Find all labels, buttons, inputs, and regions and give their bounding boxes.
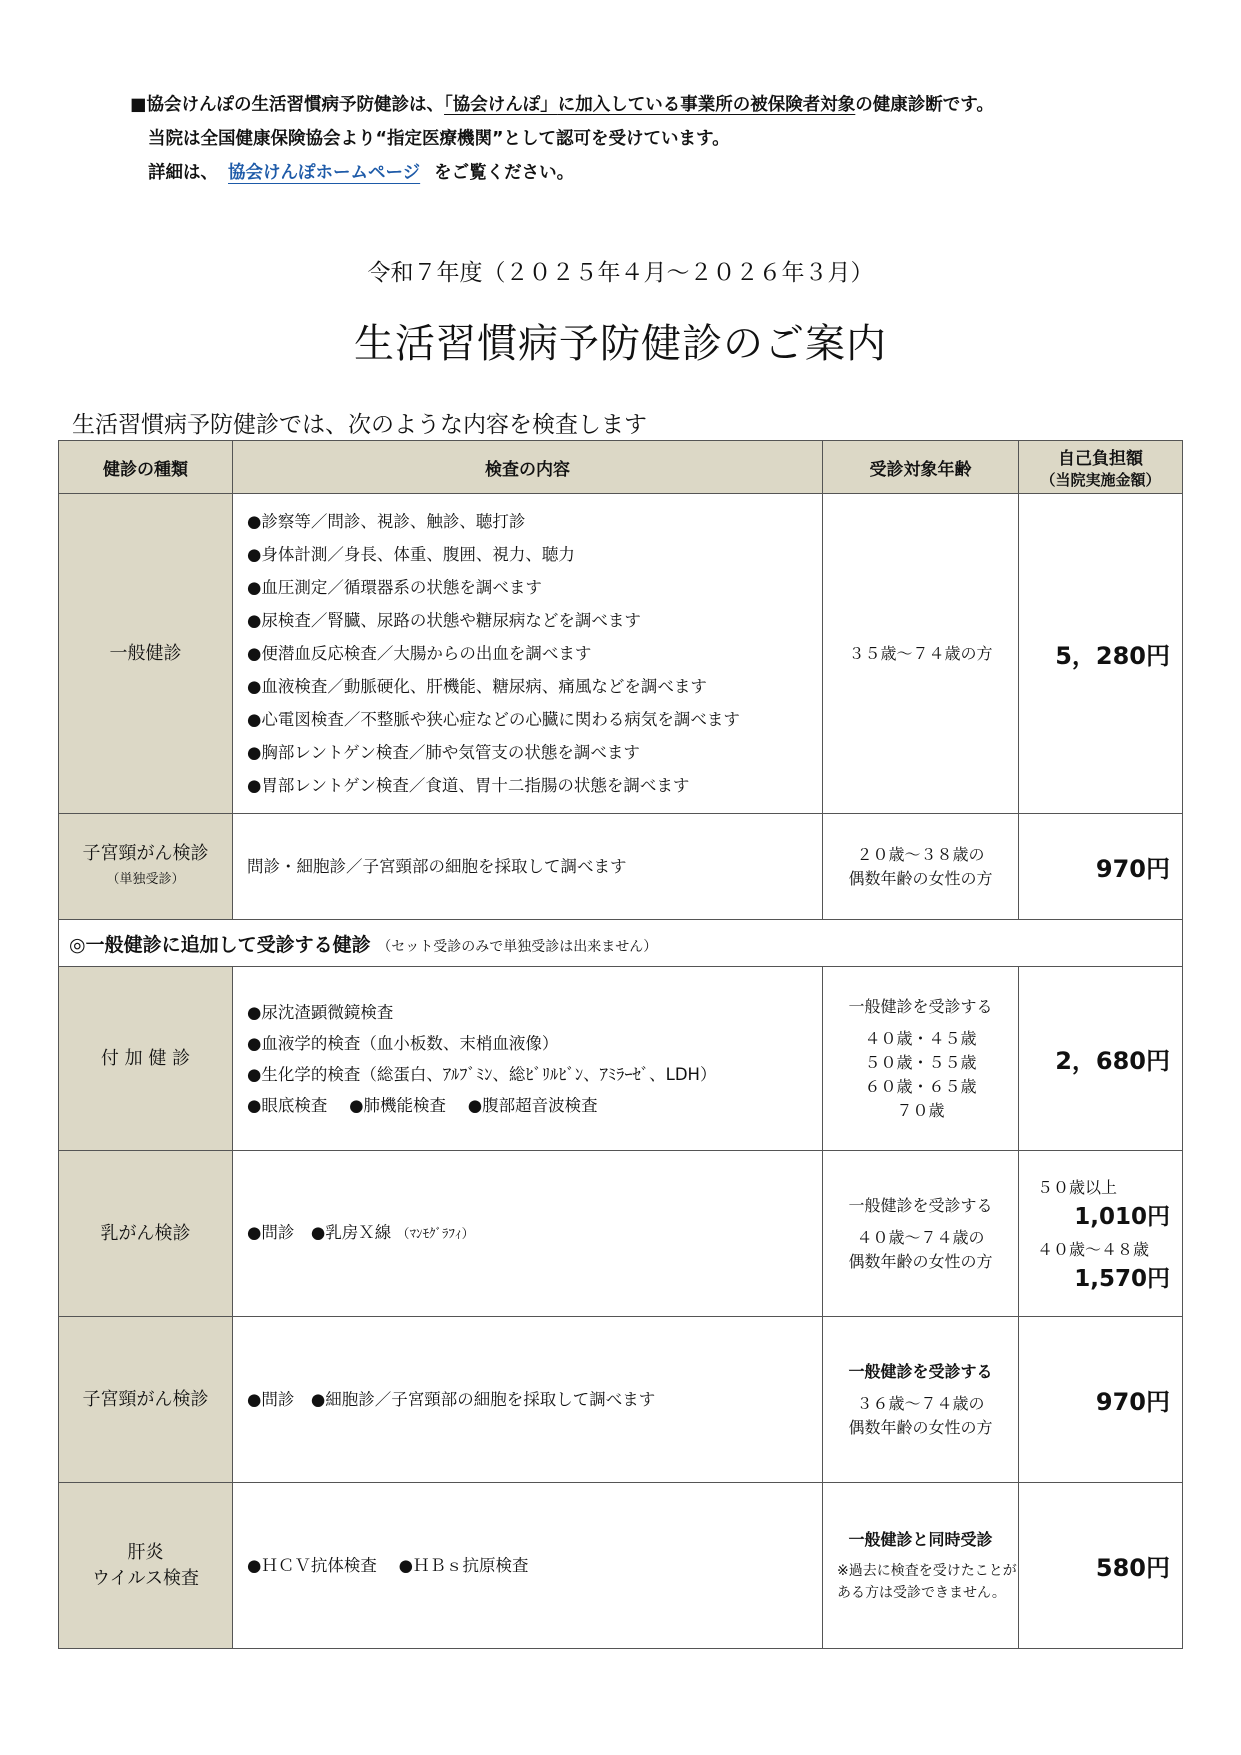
general-kind: 一般健診 [59,494,233,814]
header-price [1019,441,1183,494]
additional-age-head: 一般健診を受診する [848,996,993,1016]
additional-price: 2，680円 [1019,967,1183,1151]
list-item: ●血圧測定／循環器系の状態を調べます [247,578,542,597]
table-row-hepatitis [59,1483,1183,1649]
additional-age [823,967,1019,1151]
table-row-additional [59,967,1183,1151]
intro-line-3 [130,156,994,190]
table-row-breast [59,1151,1183,1317]
list-item: ●便潜血反応検査／大腸からの出血を調べます [247,644,592,663]
hepatitis-kind [59,1483,233,1649]
hepatitis-age [823,1483,1019,1649]
cervical-single-kind-sub: （単独受診） [106,871,185,887]
cervical-set-age-2: 偶数年齢の女性の方 [848,1417,993,1437]
intro-text [130,88,994,190]
general-price: 5，280円 [1019,494,1183,814]
list-item: ●心電図検査／不整脈や狭心症などの心臓に関わる病気を調べます [247,710,740,729]
additional-age-item: ５０歳・５５歳 [864,1052,977,1072]
breast-price [1019,1151,1183,1317]
intro-line-1-c: に加入している事業所の被保険者対象 [557,95,856,115]
breast-age-2: 偶数年齢の女性の方 [848,1251,993,1271]
cervical-single-content: 問診・細胞診／子宮頸部の細胞を採取して調べます [233,814,823,920]
section-header [59,920,1183,967]
cervical-single-kind-label: 子宮頸がん検診 [82,842,209,864]
breast-price-1: 1,010円 [1074,1203,1170,1230]
intro-line-1 [130,88,994,122]
breast-age-1: ４０歳～７４歳の [856,1227,985,1247]
cervical-single-age-2: 偶数年齢の女性の方 [848,868,993,888]
cervical-single-age-1: ２０歳～３８歳の [856,844,985,864]
breast-age [823,1151,1019,1317]
section-note: （セット受診のみで単独受診は出来ません） [377,938,658,955]
breast-price-cap-1: ５０歳以上 [1037,1177,1118,1197]
fiscal-year: 令和７年度（２０２５年４月～２０２６年３月） [367,260,874,286]
kyokai-kenpo-homepage-link[interactable]: 協会けんぽホームページ [228,163,421,183]
lead-text: 生活習慣病予防健診では、次のような内容を検査します [72,412,647,438]
list-item: ●胸部レントゲン検査／肺や気管支の状態を調べます [247,743,640,762]
table-row-general [59,494,1183,814]
list-item: ●尿沈渣顕微鏡検査 [247,1002,394,1022]
intro-line-3-a: 詳細は、 [148,163,218,183]
breast-content-sub: （ﾏﾝﾓｸﾞﾗﾌｨ） [396,1227,475,1242]
table-row-cervical-set [59,1317,1183,1483]
header-age: 受診対象年齢 [823,441,1019,494]
list-item: ●血液検査／動脈硬化、肝機能、糖尿病、痛風などを調べます [247,677,707,696]
cervical-set-age-1: ３６歳～７４歳の [856,1393,985,1413]
hepatitis-kind-1: 肝炎 [127,1541,164,1563]
general-content [233,494,823,814]
additional-kind: 付 加 健 診 [59,967,233,1151]
cervical-single-kind [59,814,233,920]
intro-line-1-d: の健康診断です。 [855,95,994,115]
header-price-label: 自己負担額 [1058,449,1143,469]
cervical-set-content: ●問診 ●細胞診／子宮頸部の細胞を採取して調べます [233,1317,823,1483]
header-content: 検査の内容 [233,441,823,494]
additional-age-item: ６０歳・６５歳 [864,1076,977,1096]
list-item: ●眼底検査 ●肺機能検査 ●腹部超音波検査 [247,1095,598,1115]
page-title: 生活習慣病予防健診のご案内 [354,321,887,367]
intro-line-1-b: 「協会けんぽ」 [444,95,558,115]
hepatitis-note: ※過去に検査を受けたことがある方は受診できません。 [837,1562,1017,1601]
general-age: ３５歳～７４歳の方 [823,494,1019,814]
additional-age-item: ４０歳・４５歳 [864,1028,977,1048]
list-item: ●胃部レントゲン検査／食道、胃十二指腸の状態を調べます [247,776,690,795]
list-item: ●生化学的検査（総蛋白、ｱﾙﾌﾞﾐﾝ、総ﾋﾞﾘﾙﾋﾞﾝ、ｱﾐﾗｰｾﾞ、LDH） [247,1064,717,1084]
hepatitis-price: 580円 [1019,1483,1183,1649]
hepatitis-kind-2: ウイルス検査 [92,1567,199,1589]
breast-content [233,1151,823,1317]
list-item: ●血液学的検査（血小板数、末梢血液像） [247,1033,559,1053]
intro-line-3-b: をご覧ください。 [434,163,575,183]
section-row-additional [59,920,1183,967]
cervical-set-kind: 子宮頸がん検診 [59,1317,233,1483]
checkup-table [58,440,1183,1649]
additional-content [233,967,823,1151]
intro-line-2: 当院は全国健康保険協会より“指定医療機関”として認可を受けています。 [148,129,730,149]
header-kind: 健診の種類 [59,441,233,494]
cervical-set-price: 970円 [1019,1317,1183,1483]
cervical-single-age [823,814,1019,920]
hepatitis-age-head: 一般健診と同時受診 [848,1529,993,1549]
breast-kind: 乳がん検診 [59,1151,233,1317]
hepatitis-content: ●ＨＣＶ抗体検査 ●ＨＢｓ抗原検査 [233,1483,823,1649]
breast-age-head: 一般健診を受診する [848,1195,993,1215]
table-row-cervical-single [59,814,1183,920]
table-header-row [59,441,1183,494]
list-item: ●身体計測／身長、体重、腹囲、視力、聴力 [247,545,575,564]
list-item: ●診察等／問診、視診、触診、聴打診 [247,512,526,531]
header-price-sub: （当院実施金額） [1040,471,1161,489]
cervical-set-age [823,1317,1019,1483]
cervical-single-price: 970円 [1019,814,1183,920]
breast-content-label: ●問診 ●乳房Ｘ線 [247,1223,392,1242]
additional-age-item: ７０歳 [896,1100,945,1120]
breast-price-cap-2: ４０歳～４８歳 [1037,1239,1150,1259]
breast-price-2: 1,570円 [1074,1265,1170,1292]
list-item: ●尿検査／腎臓、尿路の状態や糖尿病などを調べます [247,611,641,630]
intro-line-1-a: ■協会けんぽの生活習慣病予防健診は、 [130,95,445,115]
cervical-set-age-head: 一般健診を受診する [848,1361,993,1381]
section-label: ◎一般健診に追加して受診する健診 [69,933,371,956]
